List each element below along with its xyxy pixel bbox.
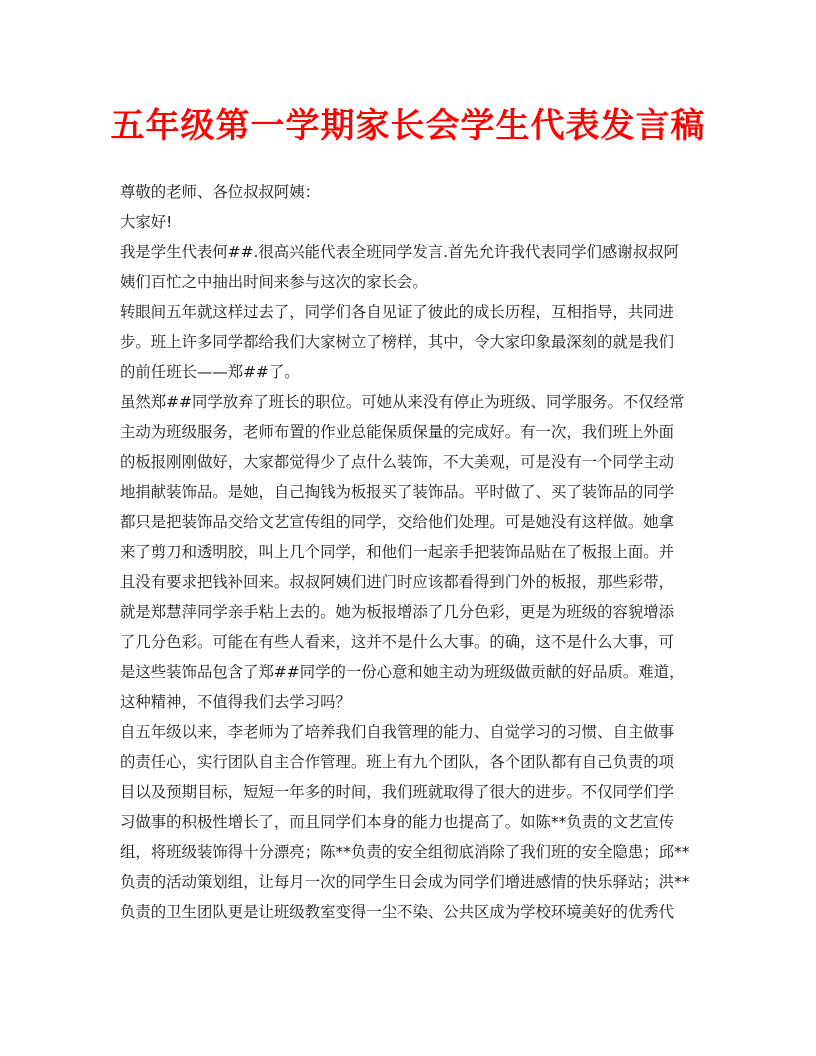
speech-body <box>120 177 700 927</box>
text-line: 地捐献装饰品。是她，自己掏钱为板报买了装饰品。平时做了、买了装饰品的同学 <box>120 483 675 501</box>
text-line: 自五年级以来，李老师为了培养我们自我管理的能力、自觉学习的习惯、自主做事 <box>120 723 675 741</box>
text-line: 的板报刚刚做好，大家都觉得少了点什么装饰，不大美观，可是没有一个同学主动 <box>120 453 675 471</box>
text-line: 主动为班级服务，老师布置的作业总能保质保量的完成好。有一次，我们班上外面 <box>120 423 675 441</box>
text-line: 我是学生代表何##.很高兴能代表全班同学发言.首先允许我代表同学们感谢叔叔阿 <box>120 243 679 261</box>
text-line: 尊敬的老师、各位叔叔阿姨： <box>120 183 321 201</box>
text-line: 负责的卫生团队更是让班级教室变得一尘不染、公共区成为学校环境美好的优秀代 <box>120 903 675 921</box>
text-line: 就是郑慧萍同学亲手粘上去的。她为板报增添了几分色彩，更是为班级的容貌增添 <box>120 603 675 621</box>
text-line: 大家好! <box>120 213 173 231</box>
text-line: 的前任班长——郑##了。 <box>120 363 300 381</box>
text-line: 转眼间五年就这样过去了，同学们各自见证了彼此的成长历程，互相指导，共同进 <box>120 303 675 321</box>
text-line: 了几分色彩。可能在有些人看来，这并不是什么大事。的确，这不是什么大事，可 <box>120 633 675 651</box>
text-line: 步。班上许多同学都给我们大家树立了榜样，其中，令大家印象最深刻的就是我们 <box>120 333 675 351</box>
text-line: 的责任心，实行团队自主合作管理。班上有九个团队，各个团队都有自己负责的项 <box>120 753 675 771</box>
text-line: 虽然郑##同学放弃了班长的职位。可她从来没有停止为班级、同学服务。不仅经常 <box>120 393 685 411</box>
text-line: 姨们百忙之中抽出时间来参与这次的家长会。 <box>120 273 428 291</box>
text-line: 负责的活动策划组，让每月一次的同学生日会成为同学们增进感情的快乐驿站；洪** <box>120 873 690 891</box>
text-line: 来了剪刀和透明胶，叫上几个同学，和他们一起亲手把装饰品贴在了板报上面。并 <box>120 543 675 561</box>
text-line: 这种精神，不值得我们去学习吗？ <box>120 693 351 711</box>
text-line: 目以及预期目标，短短一年多的时间，我们班就取得了很大的进步。不仅同学们学 <box>120 783 675 801</box>
text-line: 是这些装饰品包含了郑##同学的一份心意和她主动为班级做贡献的好品质。难道， <box>120 663 685 681</box>
text-line: 习做事的积极性增长了，而且同学们本身的能力也提高了。如陈**负责的文艺宣传 <box>120 813 675 831</box>
text-line: 且没有要求把钱补回来。叔叔阿姨们进门时应该都看得到门外的板报，那些彩带， <box>120 573 675 591</box>
document-title: 五年级第一学期家长会学生代表发言稿 <box>110 106 706 146</box>
text-line: 组，将班级装饰得十分漂亮；陈**负责的安全组彻底消除了我们班的安全隐患；邱** <box>120 843 690 861</box>
text-line: 都只是把装饰品交给文艺宣传组的同学，交给他们处理。可是她没有这样做。她拿 <box>120 513 675 531</box>
